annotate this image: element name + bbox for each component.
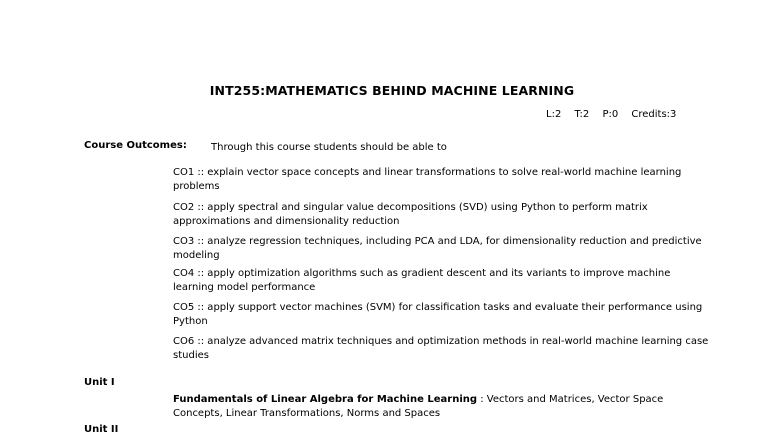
course-outcome-co4: CO4 :: apply optimization algorithms such as gradient descent and its variants to improve machine learning model performance: [173, 268, 671, 293]
unit-1-label: Unit I: [84, 377, 115, 388]
unit-1-content: [173, 393, 713, 421]
course-outcome-co1: CO1 :: explain vector space concepts and linear transformations to solve real-world machine learning problems: [173, 167, 682, 192]
tutorial-hours: T:2: [574, 109, 590, 120]
ltp-credits: [546, 109, 676, 120]
unit-1-topic-text: Vectors and Matrices, Vector Space Concepts, Linear Transformations, Norms and Spaces: [173, 394, 664, 419]
course-outcome-co2: CO2 :: apply spectral and singular value decompositions (SVD) using Python to perform matrix approximations and dimensionality reduction: [173, 202, 648, 227]
unit-1-topic-title: Fundamentals of Linear Algebra for Machine Learning: [173, 394, 478, 405]
course-outcome-co5: CO5 :: apply support vector machines (SVM) for classification tasks and evaluate their performance using Python: [173, 302, 703, 327]
course-outcome-co6: CO6 :: analyze advanced matrix techniques and optimization methods in real-world machine learning case studies: [173, 336, 709, 361]
practical-hours: P:0: [602, 109, 619, 120]
lecture-hours: L:2: [546, 109, 562, 120]
course-outcomes-intro: Through this course students should be able to: [211, 142, 447, 153]
unit-2-label: Unit II: [84, 424, 119, 435]
unit-1-topic-separator: :: [477, 394, 487, 405]
course-title: INT255:MATHEMATICS BEHIND MACHINE LEARNING: [209, 83, 575, 98]
course-outcomes-label: Course Outcomes:: [84, 140, 187, 151]
course-outcome-co3: CO3 :: analyze regression techniques, including PCA and LDA, for dimensionality reduction and predictive modeling: [173, 236, 702, 261]
credits: Credits:3: [631, 109, 677, 120]
